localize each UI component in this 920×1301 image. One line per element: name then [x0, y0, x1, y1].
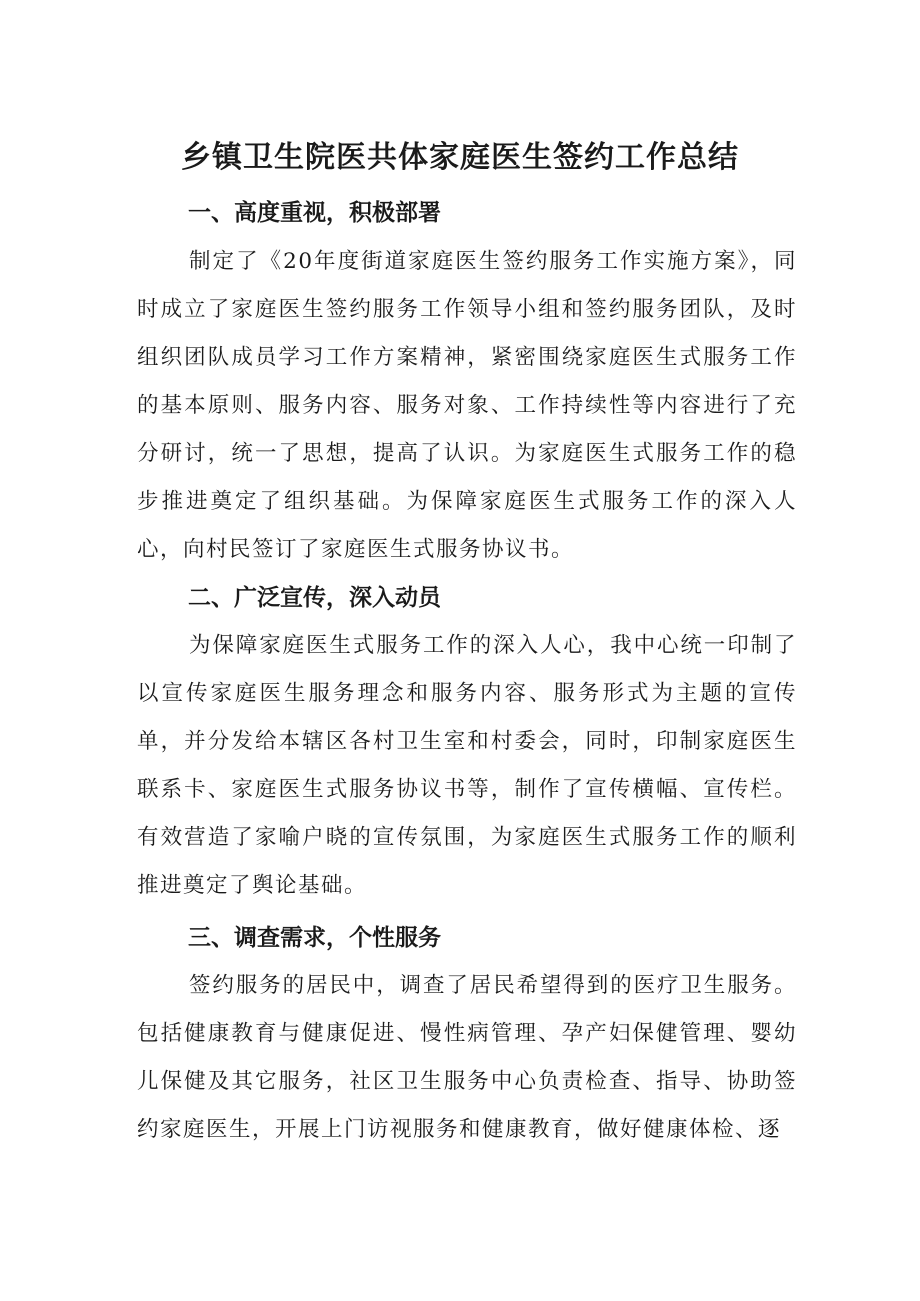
section-paragraph-2: 为保障家庭医生式服务工作的深入人心，我中心统一印制了以宣传家庭医生服务理念和服务内容、服务形式为主题的宣传单，并分发给本辖区各村卫生室和村委会，同时，印制家庭医生联系卡、家庭医生式服务协议书等，制作了宣传横幅、宣传栏。有效营造了家喻户晓的宣传氛围，为家庭医生式服务工作的顺利推进奠定了舆论基础。	[137, 633, 797, 898]
document-title: 乡镇卫生院医共体家庭医生签约工作总结	[181, 140, 739, 175]
section-heading-1: 一、高度重视，积极部署	[188, 200, 441, 226]
section-heading-2: 二、广泛宣传，深入动员	[188, 585, 441, 611]
section-paragraph-3: 签约服务的居民中，调查了居民希望得到的医疗卫生服务。包括健康教育与健康促进、慢性病管理、孕产妇保健管理、婴幼儿保健及其它服务，社区卫生服务中心负责检查、指导、协助签约家庭医生，开展上门访视服务和健康教育，做好健康体检、逐	[137, 973, 797, 1142]
section-heading-3: 三、调查需求，个性服务	[188, 925, 441, 951]
section-paragraph-1: 制定了《20年度街道家庭医生签约服务工作实施方案》，同时成立了家庭医生签约服务工作领导小组和签约服务团队，及时组织团队成员学习工作方案精神，紧密围绕家庭医生式服务工作的基本原则、服务内容、服务对象、工作持续性等内容进行了充分研讨，统一了思想，提高了认识。为家庭医生式服务工作的稳步推进奠定了组织基础。为保障家庭医生式服务工作的深入人心，向村民签订了家庭医生式服务协议书。	[137, 249, 797, 562]
